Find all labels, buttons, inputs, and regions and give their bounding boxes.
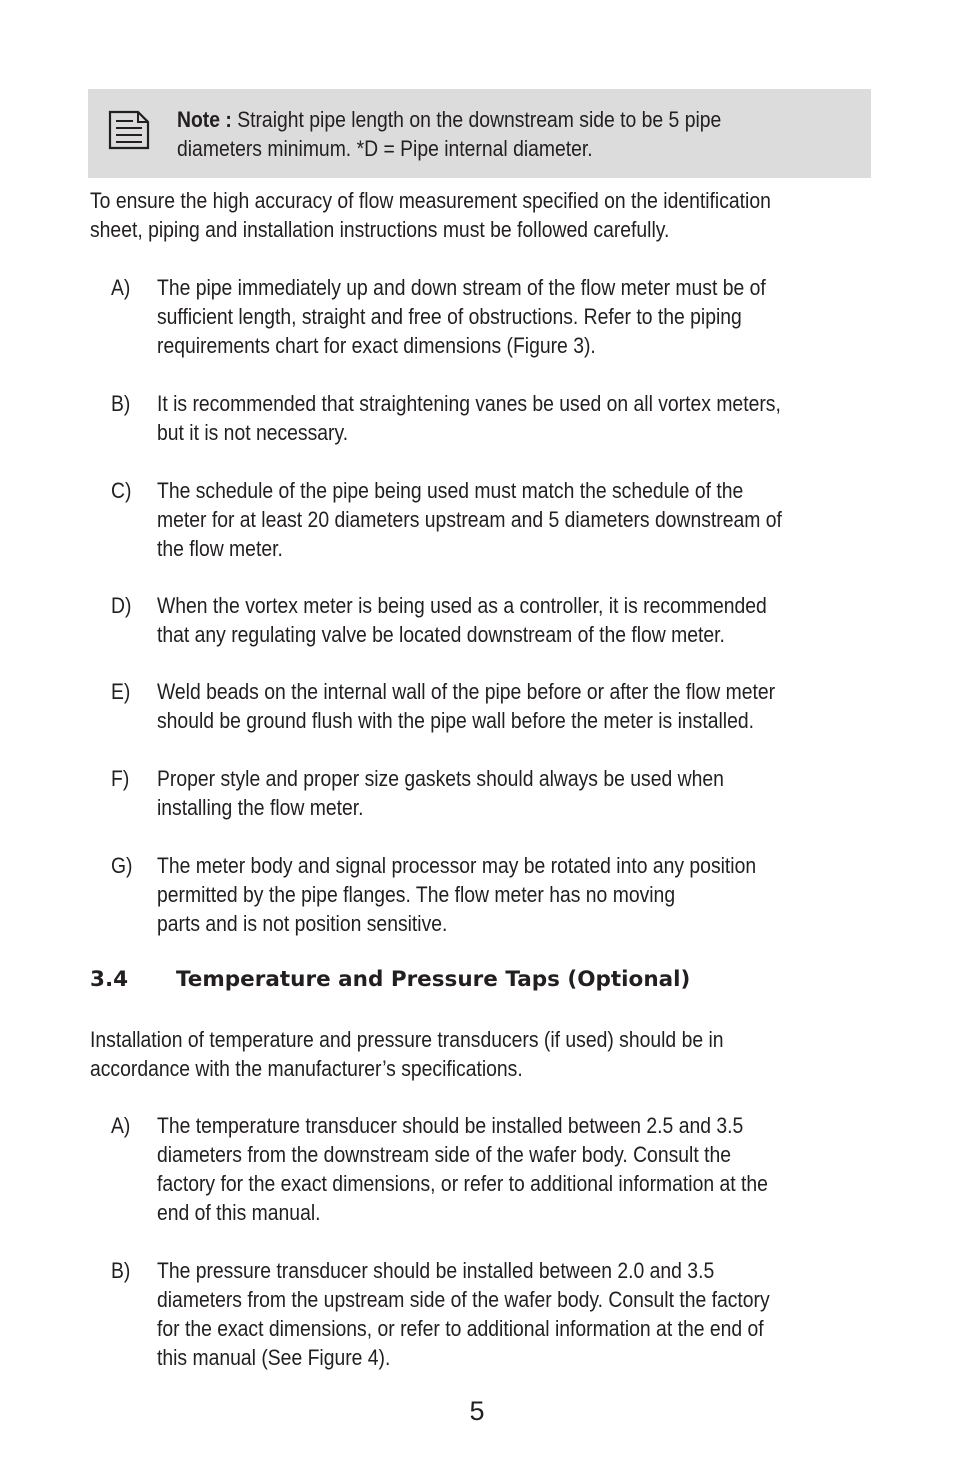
note-box	[88, 89, 871, 178]
list-item-letter: F)	[111, 766, 130, 791]
list-item-text	[157, 1256, 770, 1372]
list-item-letter: G)	[111, 853, 133, 878]
note-line: Straight pipe length on the downstream side to be 5 pipe	[231, 107, 722, 132]
list-item-letter: C)	[111, 478, 132, 503]
list-item-line: The meter body and signal processor may be rotated into any position	[157, 853, 757, 878]
list-item-line: Weld beads on the internal wall of the pipe before or after the flow meter	[157, 679, 776, 704]
list-item-line: permitted by the pipe flanges. The flow meter has no moving	[157, 882, 676, 907]
paragraph-line: sheet, piping and installation instructions must be followed carefully.	[90, 217, 670, 242]
intro-paragraph	[90, 186, 771, 244]
list-item-text	[157, 677, 775, 735]
paragraph-line: accordance with the manufacturer’s specifications.	[90, 1056, 523, 1081]
document-note-icon	[108, 110, 150, 150]
list-item-line: factory for the exact dimensions, or refer to additional information at the	[157, 1171, 768, 1196]
page-number: 5	[469, 1396, 485, 1426]
section-intro-paragraph	[90, 1025, 724, 1083]
list-item-letter: B)	[111, 391, 131, 416]
note-line: diameters minimum. *D = Pipe internal diameter.	[177, 136, 593, 161]
list-item-line: end of this manual.	[157, 1200, 321, 1225]
list-item-letter: E)	[111, 679, 131, 704]
list-item-text	[157, 851, 756, 938]
list-item-line: the flow meter.	[157, 536, 283, 561]
list-item-line: When the vortex meter is being used as a controller, it is recommended	[157, 593, 767, 618]
list-item-letter: D)	[111, 593, 132, 618]
list-item-letter: A)	[111, 1113, 131, 1138]
paragraph-line: Installation of temperature and pressure transducers (if used) should be in	[90, 1027, 724, 1052]
list-item-line: It is recommended that straightening vanes be used on all vortex meters,	[157, 391, 781, 416]
list-item-line: but it is not necessary.	[157, 420, 349, 445]
list-item-line: should be ground flush with the pipe wall before the meter is installed.	[157, 708, 754, 733]
list-item-line: that any regulating valve be located downstream of the flow meter.	[157, 622, 725, 647]
list-item-letter: B)	[111, 1258, 131, 1283]
list-item-line: diameters from the upstream side of the wafer body. Consult the factory	[157, 1287, 770, 1312]
list-item-line: sufficient length, straight and free of obstructions. Refer to the piping	[157, 304, 742, 329]
list-item-line: diameters from the downstream side of the wafer body. Consult the	[157, 1142, 731, 1167]
list-item-line: installing the flow meter.	[157, 795, 364, 820]
list-item-line: meter for at least 20 diameters upstream and 5 diameters downstream of	[157, 507, 782, 532]
list-item-text	[157, 476, 782, 563]
list-item-text	[157, 591, 767, 649]
note-text	[177, 105, 721, 163]
list-item-line: The pipe immediately up and down stream of the flow meter must be of	[157, 275, 766, 300]
list-item-line: parts and is not position sensitive.	[157, 911, 448, 936]
list-item-line: Proper style and proper size gaskets should always be used when	[157, 766, 724, 791]
list-item-line: this manual (See Figure 4).	[157, 1345, 391, 1370]
paragraph-line: To ensure the high accuracy of flow measurement specified on the identification	[90, 188, 771, 213]
list-item-text	[157, 1111, 768, 1227]
list-item-text	[157, 389, 781, 447]
list-item-text	[157, 764, 724, 822]
list-item-line: The temperature transducer should be installed between 2.5 and 3.5	[157, 1113, 744, 1138]
list-item-line: requirements chart for exact dimensions (Figure 3).	[157, 333, 596, 358]
note-label: Note :	[177, 107, 232, 132]
list-item-line: for the exact dimensions, or refer to additional information at the end of	[157, 1316, 764, 1341]
list-item-letter: A)	[111, 275, 131, 300]
section-number: 3.4	[90, 967, 129, 992]
section-title: Temperature and Pressure Taps (Optional)	[176, 967, 691, 992]
list-item-line: The pressure transducer should be installed between 2.0 and 3.5	[157, 1258, 715, 1283]
list-item-line: The schedule of the pipe being used must match the schedule of the	[157, 478, 744, 503]
list-item-text	[157, 273, 766, 360]
